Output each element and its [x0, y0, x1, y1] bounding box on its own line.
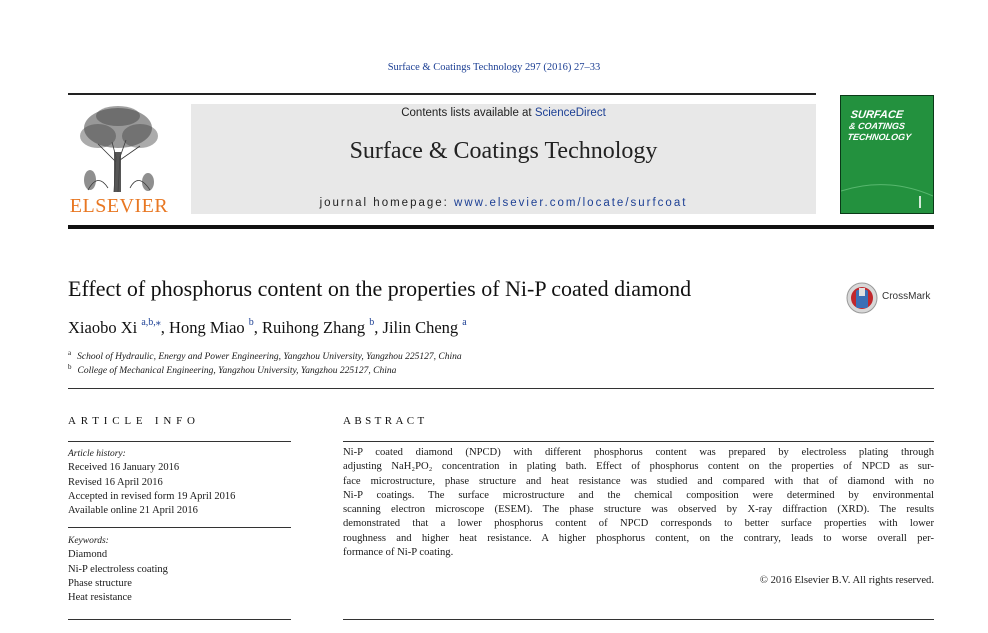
abstract-line: scanning electron microscope (ESEM). The phase structure was observed by X-ray diffraction (XRD). The results: [343, 504, 934, 516]
abstract-line: demonstrated that a lower phosphorus content of NPCD corresponds to better surface properties with lower: [343, 518, 934, 530]
crossmark-icon: [846, 282, 878, 314]
journal-banner: [191, 104, 816, 214]
author-affil-mark[interactable]: a: [462, 316, 467, 328]
bottom-rule-right: [343, 619, 934, 620]
keywords-label: Keywords:: [68, 536, 109, 546]
author-list: [68, 318, 467, 338]
cover-line-2: & COATINGS: [848, 121, 906, 131]
abstract-body: [343, 446, 934, 560]
keyword: Diamond: [68, 549, 108, 561]
abstract-line: Ni-P coated diamond (NPCD) with different phosphorus content was prepared by electroless plating through: [343, 447, 934, 458]
journal-citation[interactable]: Surface & Coatings Technology 297 (2016) 27–33: [387, 62, 601, 73]
cover-line-3: TECHNOLOGY: [846, 132, 912, 142]
copyright-notice: © 2016 Elsevier B.V. All rights reserved.: [759, 575, 934, 586]
keywords-rule: [68, 527, 291, 528]
author-separator: ,: [253, 318, 263, 337]
keyword: Ni-P electroless coating: [68, 563, 168, 575]
article-info-heading: ARTICLE INFO: [68, 415, 200, 427]
homepage-prefix: journal homepage:: [319, 197, 455, 209]
crossmark-badge[interactable]: [846, 282, 988, 314]
journal-title: Surface & Coatings Technology: [349, 138, 658, 164]
crossmark-label: CrossMark: [882, 291, 931, 302]
affiliation-b: [68, 363, 396, 376]
affiliation-mark: a: [68, 349, 72, 357]
author-name[interactable]: Jilin Cheng: [382, 318, 459, 337]
article-history: [68, 447, 235, 518]
contents-line: [191, 107, 816, 119]
abstract-rule: [343, 441, 934, 442]
article-title: Effect of phosphorus content on the properties of Ni-P coated diamond: [68, 276, 692, 301]
cover-line-1: SURFACE: [849, 109, 905, 121]
keyword: Phase structure: [68, 577, 132, 589]
accepted-date: Accepted in revised form 19 April 2016: [68, 490, 236, 502]
author-affil-mark[interactable]: a,b,⁎: [141, 316, 161, 328]
sciencedirect-link[interactable]: ScienceDirect: [534, 107, 606, 119]
author-affil-mark[interactable]: b: [248, 316, 254, 328]
cover-pattern: [841, 96, 933, 213]
author-separator: ,: [374, 318, 383, 337]
author-affil-mark[interactable]: b: [369, 316, 375, 328]
homepage-link[interactable]: www.elsevier.com/locate/surfcoat: [454, 197, 688, 209]
revised-date: Revised 16 April 2016: [68, 476, 163, 488]
keyword: Heat resistance: [68, 592, 132, 604]
affiliation-text: College of Mechanical Engineering, Yangzhou University, Yangzhou 225127, China: [77, 366, 397, 377]
journal-cover-image[interactable]: [840, 95, 934, 214]
online-date: Available online 21 April 2016: [68, 505, 198, 517]
author-name[interactable]: Ruihong Zhang: [262, 318, 366, 337]
header-thick-rule: [68, 225, 934, 229]
header-rule: [68, 93, 816, 95]
abstract-heading: ABSTRACT: [343, 415, 428, 427]
author-name[interactable]: Xiaobo Xi: [68, 318, 138, 337]
author-name[interactable]: Hong Miao: [169, 318, 245, 337]
author-separator: ,: [160, 318, 170, 337]
affiliation-a: [68, 349, 462, 362]
homepage-line: [191, 197, 816, 209]
history-label: Article history:: [68, 449, 126, 459]
affiliation-mark: b: [68, 363, 72, 371]
keywords-block: [68, 534, 168, 605]
bottom-rule-left: [68, 619, 291, 620]
section-rule: [68, 388, 934, 389]
affiliation-text: School of Hydraulic, Energy and Power Engineering, Yangzhou University, Yangzhou 225127, China: [77, 352, 462, 363]
abstract-line: Ni-P coatings. The surface microstructure and the chemical composition were determined by environmental: [343, 489, 934, 501]
abstract-line: adjusting NaH₂PO₂ concentration in plating bath. Effect of phosphorus content on the properties of NPCD as sur-: [343, 461, 934, 473]
elsevier-wordmark: ELSEVIER: [69, 195, 169, 217]
article-info-rule: [68, 441, 291, 442]
abstract-line: formance of Ni-P coating.: [343, 547, 454, 559]
abstract-line: roughness and higher heat resistance. A higher phosphorus content, on the contrary, leads to worse overall per-: [343, 532, 934, 544]
received-date: Received 16 January 2016: [68, 462, 180, 474]
contents-prefix: Contents lists available at: [401, 107, 535, 119]
abstract-line: face microstructure, phase structure and heat resistance was studied and compared with that of diamond with no: [343, 475, 934, 487]
